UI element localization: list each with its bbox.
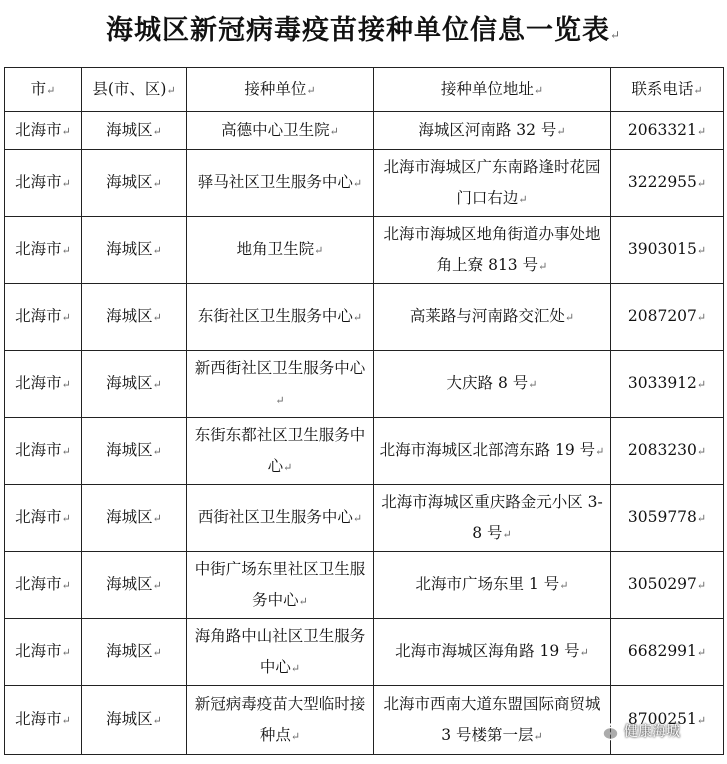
watermark (594, 716, 726, 746)
cell-address: 北海市海城区海角路 19 号↵ (374, 619, 611, 686)
cell-unit: 海角路中山社区卫生服务中心↵ (187, 619, 374, 686)
cell-phone: 6682991↵ (611, 619, 724, 686)
header-county: 县(市、区)↵ (82, 68, 187, 112)
cell-phone: 3903015↵ (611, 217, 724, 284)
table-header-row (5, 68, 724, 112)
cell-county: 海城区↵ (82, 351, 187, 418)
cell-unit: 地角卫生院↵ (187, 217, 374, 284)
cell-city: 北海市↵ (5, 150, 82, 217)
page-title (0, 8, 727, 47)
cell-city: 北海市↵ (5, 351, 82, 418)
cell-county: 海城区↵ (82, 485, 187, 552)
table-row (5, 284, 724, 351)
table-row (5, 619, 724, 686)
cell-address: 高莱路与河南路交汇处↵ (374, 284, 611, 351)
cell-address: 北海市海城区广东南路逢时花园门口右边↵ (374, 150, 611, 217)
cell-address: 海城区河南路 32 号↵ (374, 112, 611, 150)
cell-phone: 2087207↵ (611, 284, 724, 351)
cell-county: 海城区↵ (82, 552, 187, 619)
cell-phone: 3222955↵ (611, 150, 724, 217)
header-unit: 接种单位↵ (187, 68, 374, 112)
header-address: 接种单位地址↵ (374, 68, 611, 112)
cell-unit: 西街社区卫生服务中心↵ (187, 485, 374, 552)
cell-unit: 新西街社区卫生服务中心↵ (187, 351, 374, 418)
cell-unit: 驿马社区卫生服务中心↵ (187, 150, 374, 217)
cell-phone: 3033912↵ (611, 351, 724, 418)
cell-phone: 3050297↵ (611, 552, 724, 619)
cell-address: 大庆路 8 号↵ (374, 351, 611, 418)
vaccination-sites-table (4, 67, 724, 755)
table-row (5, 418, 724, 485)
cell-unit: 新冠病毒疫苗大型临时接种点↵ (187, 686, 374, 755)
cell-phone: 3059778↵ (611, 485, 724, 552)
paragraph-mark: ↵ (609, 28, 622, 42)
watermark-text: 健康海城 (624, 724, 680, 740)
cell-county: 海城区↵ (82, 619, 187, 686)
cell-phone: 2063321↵ (611, 112, 724, 150)
cell-county: 海城区↵ (82, 217, 187, 284)
cell-city: 北海市↵ (5, 418, 82, 485)
table-row (5, 552, 724, 619)
cell-address: 北海市海城区重庆路金元小区 3-8 号↵ (374, 485, 611, 552)
cell-unit: 东街社区卫生服务中心↵ (187, 284, 374, 351)
header-phone: 联系电话↵ (611, 68, 724, 112)
cell-city: 北海市↵ (5, 552, 82, 619)
table-row (5, 485, 724, 552)
cell-county: 海城区↵ (82, 284, 187, 351)
cell-city: 北海市↵ (5, 217, 82, 284)
cell-city: 北海市↵ (5, 619, 82, 686)
cell-address: 北海市海城区地角街道办事处地角上寮 813 号↵ (374, 217, 611, 284)
cell-county: 海城区↵ (82, 150, 187, 217)
cell-county: 海城区↵ (82, 112, 187, 150)
cell-county: 海城区↵ (82, 686, 187, 755)
table-row (5, 112, 724, 150)
table-row (5, 217, 724, 284)
cell-city: 北海市↵ (5, 686, 82, 755)
header-city: 市↵ (5, 68, 82, 112)
cell-county: 海城区↵ (82, 418, 187, 485)
cell-city: 北海市↵ (5, 284, 82, 351)
cell-address: 北海市西南大道东盟国际商贸城 3 号楼第一层↵ (374, 686, 611, 755)
table-row (5, 150, 724, 217)
cell-unit: 东街东都社区卫生服务中心↵ (187, 418, 374, 485)
cell-city: 北海市↵ (5, 485, 82, 552)
table-row (5, 351, 724, 418)
wechat-icon (594, 720, 620, 742)
cell-unit: 高德中心卫生院↵ (187, 112, 374, 150)
cell-address: 北海市广场东里 1 号↵ (374, 552, 611, 619)
cell-phone: 8700251↵ (611, 686, 724, 755)
title-text: 海城区新冠病毒疫苗接种单位信息一览表 (105, 15, 610, 46)
cell-unit: 中街广场东里社区卫生服务中心↵ (187, 552, 374, 619)
cell-city: 北海市↵ (5, 112, 82, 150)
cell-address: 北海市海城区北部湾东路 19 号↵ (374, 418, 611, 485)
cell-phone: 2083230↵ (611, 418, 724, 485)
